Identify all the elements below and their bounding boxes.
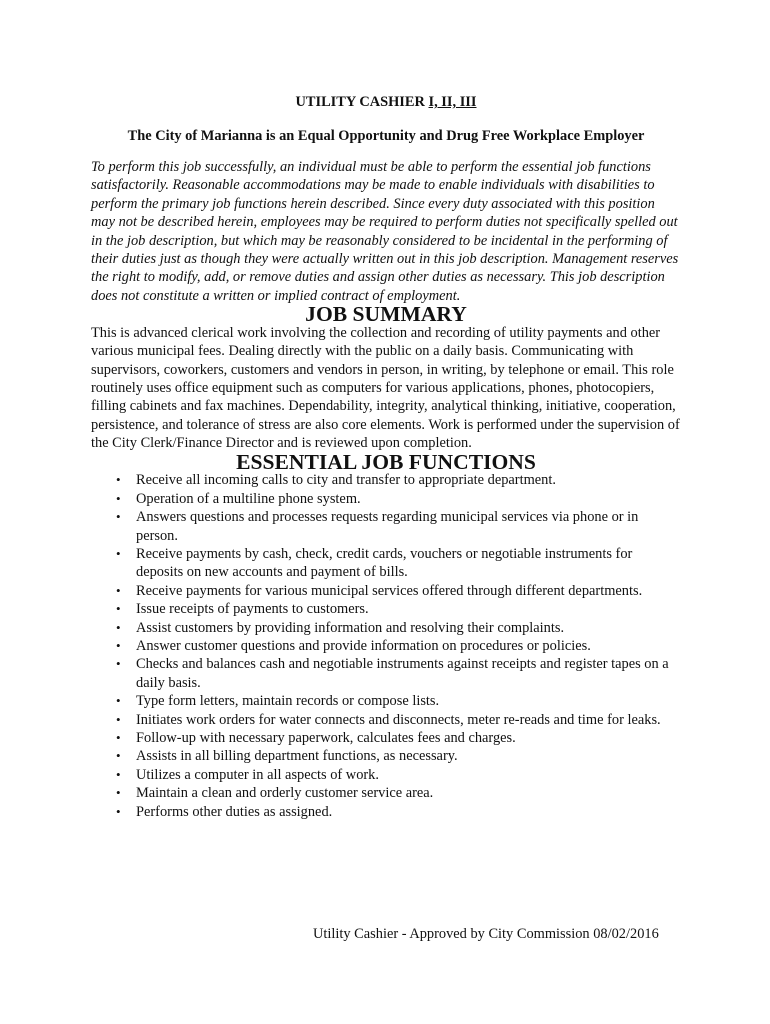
- bullet-icon: •: [116, 803, 121, 819]
- list-item: [116, 508, 681, 545]
- bullet-icon: •: [116, 748, 121, 764]
- bullet-icon: •: [116, 601, 121, 617]
- list-item-text: Answers questions and processes requests regarding municipal services via phone or in person.: [136, 509, 639, 544]
- list-item-text: Maintain a clean and orderly customer service area.: [136, 785, 434, 802]
- list-item: [116, 784, 681, 802]
- list-item: [116, 803, 681, 821]
- job-summary-paragraph: This is advanced clerical work involving the collection and recording of utility payments and other various municipal fees. Dealing directly with the public on a daily basis. Communicating with supervisors, coworkers, customers and vendors in person, in writing, by telephone or email. This role routinely uses office equipment such as computers for various applications, phones, photocopiers, filling cabinets and fax machines. Dependability, integrity, analytical thinking, initiative, cooperation, persistence, and tolerance of stress are also core elements. Work is performed under the supervision of the City Clerk/Finance Director and is reviewed upon completion.: [91, 324, 680, 452]
- bullet-icon: •: [116, 490, 121, 506]
- document-title: [91, 92, 681, 112]
- list-item: [116, 711, 681, 729]
- list-item: [116, 545, 681, 582]
- list-item-text: Utilizes a computer in all aspects of work.: [136, 766, 379, 783]
- bullet-icon: •: [116, 711, 121, 727]
- list-item-text: Receive payments for various municipal services offered through different departments.: [136, 582, 643, 599]
- list-item-text: Assist customers by providing information and resolving their complaints.: [136, 619, 565, 636]
- job-summary-heading: JOB SUMMARY: [305, 302, 467, 327]
- list-item: [116, 655, 681, 692]
- list-item: [116, 747, 681, 765]
- title-main: UTILITY CASHIER: [295, 94, 429, 110]
- list-item: [116, 490, 681, 508]
- list-item-text: Performs other duties as assigned.: [136, 803, 333, 820]
- bullet-icon: •: [116, 729, 121, 745]
- list-item: [116, 766, 681, 784]
- bullet-icon: •: [116, 656, 121, 672]
- essential-functions-heading: ESSENTIAL JOB FUNCTIONS: [236, 449, 536, 474]
- list-item: [116, 619, 681, 637]
- page-footer: Utility Cashier - Approved by City Commission 08/02/2016: [313, 926, 659, 942]
- essential-functions-list: [91, 471, 681, 821]
- list-item: [116, 637, 681, 655]
- list-item: [116, 729, 681, 747]
- bullet-icon: •: [116, 619, 121, 635]
- bullet-icon: •: [116, 693, 121, 709]
- bullet-icon: •: [116, 472, 121, 488]
- list-item-text: Answer customer questions and provide information on procedures or policies.: [136, 637, 591, 654]
- employer-statement: The City of Marianna is an Equal Opportunity and Drug Free Workplace Employer: [127, 128, 645, 144]
- bullet-icon: •: [116, 785, 121, 801]
- list-item-text: Issue receipts of payments to customers.: [136, 601, 369, 618]
- list-item-text: Initiates work orders for water connects and disconnects, meter re-reads and time for leaks.: [136, 711, 661, 728]
- bullet-icon: •: [116, 509, 121, 525]
- bullet-icon: •: [116, 582, 121, 598]
- list-item-text: Receive all incoming calls to city and transfer to appropriate department.: [136, 472, 556, 489]
- document-body: [91, 92, 681, 821]
- bullet-icon: •: [116, 637, 121, 653]
- list-item-text: Type form letters, maintain records or compose lists.: [136, 693, 440, 710]
- disclaimer-paragraph: To perform this job successfully, an individual must be able to perform the essential job functions satisfactorily. Reasonable accommodations may be made to enable individuals with disabilities to perform the primary job functions herein described. Since every duty associated with this position may not be described herein, employees may be required to perform duties not specifically spelled out in the job description, but which may be reasonably considered to be incidental in the performing of their duties just as though they were actually written out in this job description. Management reserves the right to modify, add, or remove duties and assign other duties as necessary. This job description does not constitute a written or implied contract of employment.: [91, 159, 679, 304]
- list-item-text: Receive payments by cash, check, credit cards, vouchers or negotiable instruments for deposits on new accounts and payment of bills.: [136, 545, 633, 581]
- list-item-text: Checks and balances cash and negotiable instruments against receipts and register tapes on a daily basis.: [136, 656, 669, 691]
- list-item-text: Assists in all billing department functions, as necessary.: [136, 748, 458, 765]
- title-levels: I, II, III: [428, 94, 477, 110]
- list-item: [116, 582, 681, 600]
- list-item: [116, 471, 681, 489]
- list-item-text: Operation of a multiline phone system.: [136, 490, 361, 507]
- bullet-icon: •: [116, 545, 121, 561]
- list-item: [116, 600, 681, 618]
- list-item-text: Follow-up with necessary paperwork, calculates fees and charges.: [136, 729, 516, 746]
- list-item: [116, 692, 681, 710]
- bullet-icon: •: [116, 766, 121, 782]
